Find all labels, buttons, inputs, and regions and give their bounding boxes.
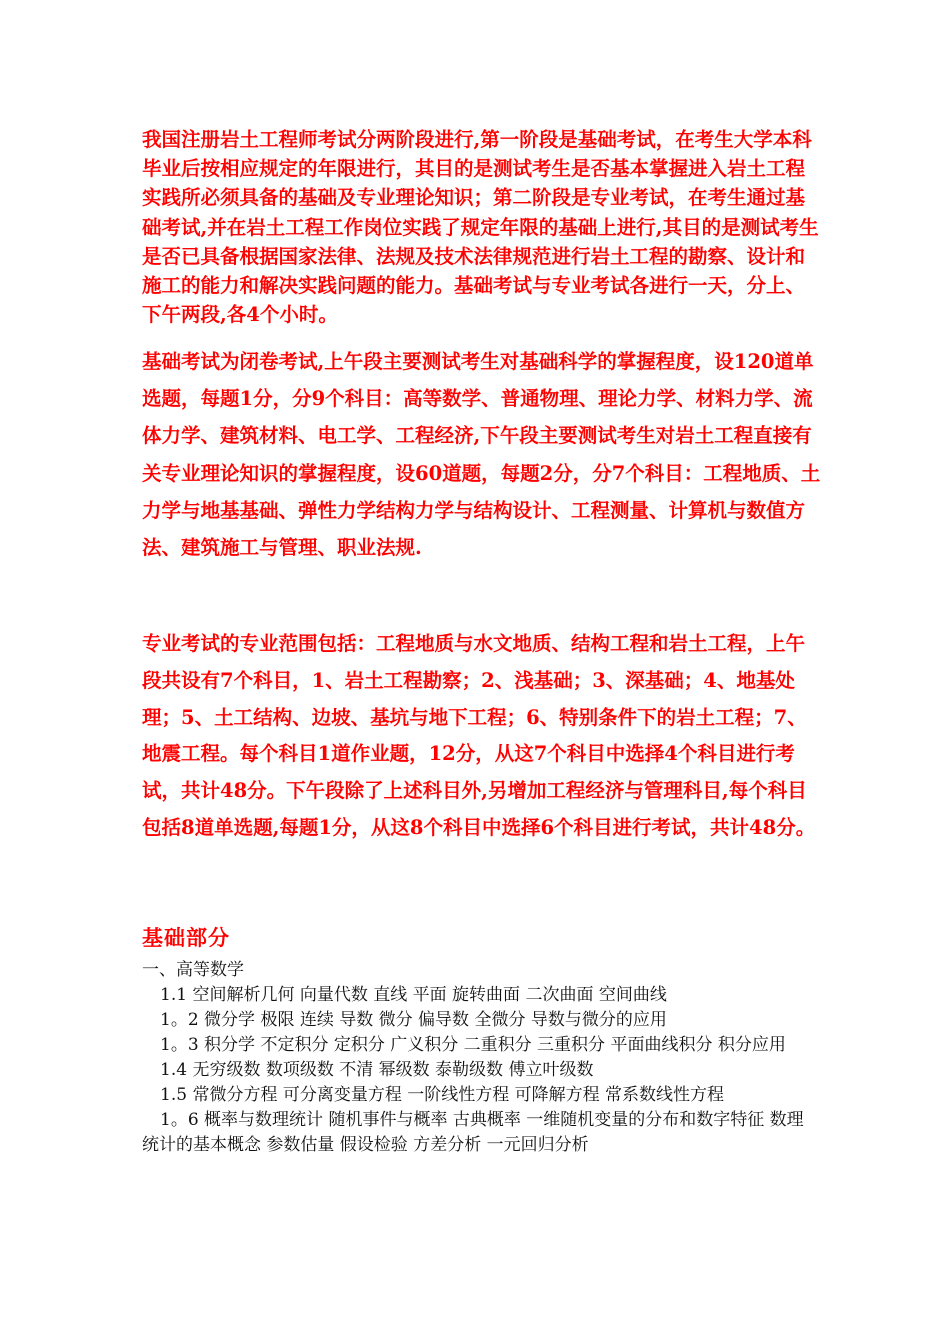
syllabus-list — [142, 958, 810, 1158]
professional-exam-paragraph: 专业考试的专业范围包括：工程地质与水文地质、结构工程和岩土工程，上午段共设有7个科目，1、岩土工程勘察；2、浅基础；3、深基础；4、地基处理；5、土工结构、边坡、基坑与地下工程；6、特别条件下的岩土工程；7、地震工程。每个科目1道作业题，12分，从这7个科目中选择4个科目进行考试，共计48分。下午段除了上述科目外,另增加工程经济与管理科目,每个科目包括8道单选题,每题1分，从这8个科目中选择6个科目进行考试，共计48分。 — [142, 632, 816, 839]
list-item: 1。3 积分学 不定积分 定积分 广义积分 二重积分 三重积分 平面曲线积分 积分应用 — [160, 1035, 786, 1055]
intro-paragraph: 我国注册岩土工程师考试分两阶段进行,第一阶段是基础考试，在考生大学本科毕业后按相应规定的年限进行，其目的是测试考生是否基本掌握进入岩土工程实践所必须具备的基础及专业理论知识；第二阶段是专业考试，在考生通过基础考试,并在岩土工程工作岗位实践了规定年限的基础上进行,其目的是测试考生是否已具备根据国家法律、法规及技术法律规范进行岩土工程的勘察、设计和施工的能力和解决实践问题的能力。基础考试与专业考试各进行一天，分上、下午两段,各4个小时。 — [142, 128, 819, 327]
section-heading: 基础部分 — [142, 925, 230, 950]
list-item: 1。6 概率与数理统计 随机事件与概率 古典概率 一维随机变量的分布和数字特征 数理统计的基本概念 参数估量 假设检验 方差分析 一元回归分析 — [142, 1110, 804, 1155]
list-item: 1。2 微分学 极限 连续 导数 微分 偏导数 全微分 导数与微分的应用 — [160, 1010, 667, 1030]
list-item: 1.5 常微分方程 可分离变量方程 一阶线性方程 可降解方程 常系数线性方程 — [160, 1085, 725, 1105]
list-item-title: 一、高等数学 — [142, 960, 244, 980]
list-item: 1.1 空间解析几何 向量代数 直线 平面 旋转曲面 二次曲面 空间曲线 — [160, 985, 667, 1005]
list-item: 1.4 无穷级数 数项级数 不清 幂级数 泰勒级数 傅立叶级数 — [160, 1060, 594, 1080]
basic-exam-paragraph: 基础考试为闭卷考试,上午段主要测试考生对基础科学的掌握程度，设120道单选题，每题1分，分9个科目：高等数学、普通物理、理论力学、材料力学、流体力学、建筑材料、电工学、工程经济,下午段主要测试考生对岩土工程直接有关专业理论知识的掌握程度，设60道题，每题2分，分7个科目：工程地质、土力学与地基基础、弹性力学结构力学与结构设计、工程测量、计算机与数值方法、建筑施工与管理、职业法规. — [142, 350, 821, 560]
